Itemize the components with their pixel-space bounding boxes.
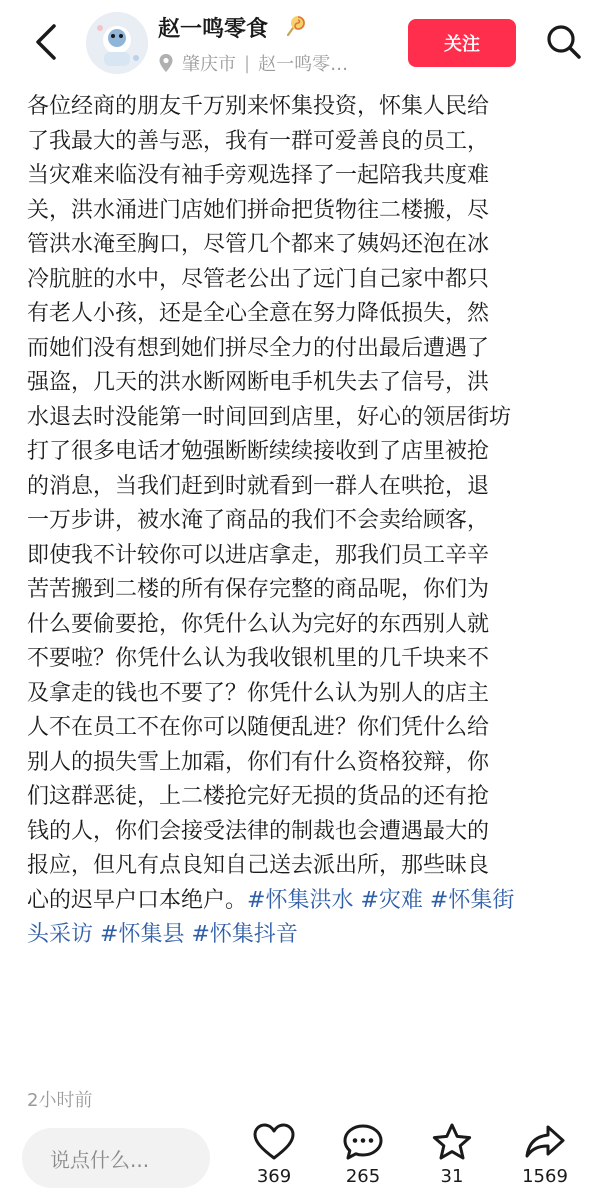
location-pin-icon [158,53,174,73]
location-store: 赵一鸣零… [258,54,349,75]
like-button[interactable] [236,1122,312,1196]
search-icon [544,20,584,64]
post-line: 们这群恶徒，上二楼抢完好无损的货品的还有抢 [27,784,490,809]
avatar-image [86,12,148,74]
post-line: 水退去时没能第一时间回到店里，好心的领居街坊 [27,404,512,430]
comment-count: 265 [345,1166,381,1187]
post-timestamp: 2小时前 [27,1090,93,1111]
post-line: 管洪水淹至胸口，尽管几个都来了姨妈还泡在冰 [27,232,490,257]
post-line: 的消息，当我们赶到时就看到一群人在哄抢，退 [27,473,490,499]
post-line: 有老人小孩，还是全心全意在努力降低损失，然 [27,301,490,326]
post-line: 不要啦？你凭什么认为我收银机里的几千块来不 [27,646,490,671]
location-separator: | [244,52,251,74]
post-line: 各位经商的朋友千万别来怀集投资，怀集人民给 [27,94,490,119]
favorite-count: 31 [440,1166,464,1187]
hashtag-link-continued[interactable]: 头采访 [27,922,94,947]
post-line: 关，洪水涌进门店她们拼命把货物往二楼搬，尽 [27,197,490,223]
post-line: 而她们没有想到她们拼尽全力的付出最后遭遇了 [27,335,490,361]
comment-button[interactable] [325,1122,401,1196]
post-line: 人不在员工不在你可以随便乱进？你们凭什么给 [27,715,490,740]
candy-icon [285,14,307,36]
share-count: 1569 [522,1166,568,1187]
back-button[interactable] [28,20,68,64]
author-name[interactable]: 赵一鸣零食 [158,17,269,42]
bottom-action-bar [0,1120,612,1200]
post-line: 及拿走的钱也不要了？你凭什么认为别人的店主 [27,680,490,706]
back-arrow-icon [28,20,68,64]
post-line: 冷肮脏的水中，尽管老公出了远门自己家中都只 [27,266,490,292]
post-line: 苦苦搬到二楼的所有保存完整的商品呢，你们为 [27,577,490,602]
post-text [27,90,587,953]
follow-button[interactable]: 关注 [408,19,516,67]
post-line-end: 心的迟早户口本绝户。 [27,887,248,913]
share-arrow-icon [523,1122,567,1162]
post-line-with-tags [27,884,587,919]
post-line: 即使我不计较你可以进店拿走，那我们员工辛辛 [27,542,490,568]
post-line: 钱的人，你们会接受法律的制裁也会遭遇最大的 [27,818,490,844]
hashtag-link[interactable]: #怀集洪水 [247,887,354,913]
post-line: 强盗，几天的洪水断网断电手机失去了信号，洪 [27,370,490,395]
hashtag-link[interactable]: #怀集街 [429,887,515,913]
comment-bubble-icon [341,1122,385,1162]
post-line: 打了很多电话才勉强断断续续接收到了店里被抢 [27,439,490,464]
post-line: 当灾难来临没有袖手旁观选择了一起陪我共度难 [27,163,490,188]
share-button[interactable] [507,1122,583,1196]
hashtag-link[interactable]: #怀集县 [100,922,185,947]
post-line-tags [27,918,587,953]
comment-input[interactable]: 说点什么... [22,1128,210,1188]
favorite-button[interactable] [414,1122,490,1196]
post-line: 了我最大的善与恶，我有一群可爱善良的员工， [27,128,490,154]
hashtag-link[interactable]: #怀集抖音 [191,922,298,947]
star-icon [430,1122,474,1162]
post-line: 什么要偷要抢，你凭什么认为完好的东西别人就 [27,611,490,637]
post-line: 一万步讲，被水淹了商品的我们不会卖给顾客， [27,508,490,533]
location-city: 肇庆市 [182,54,236,75]
heart-icon [252,1122,296,1162]
hashtag-link[interactable]: #灾难 [360,887,423,913]
post-line: 报应，但凡有点良知自己送去派出所，那些昧良 [27,853,490,878]
location-row[interactable] [158,50,348,76]
post-header [0,0,612,86]
avatar[interactable] [86,12,148,74]
like-count: 369 [256,1166,292,1187]
post-line: 别人的损失雪上加霜，你们有什么资格狡辩，你 [27,749,490,775]
search-button[interactable] [544,20,584,64]
